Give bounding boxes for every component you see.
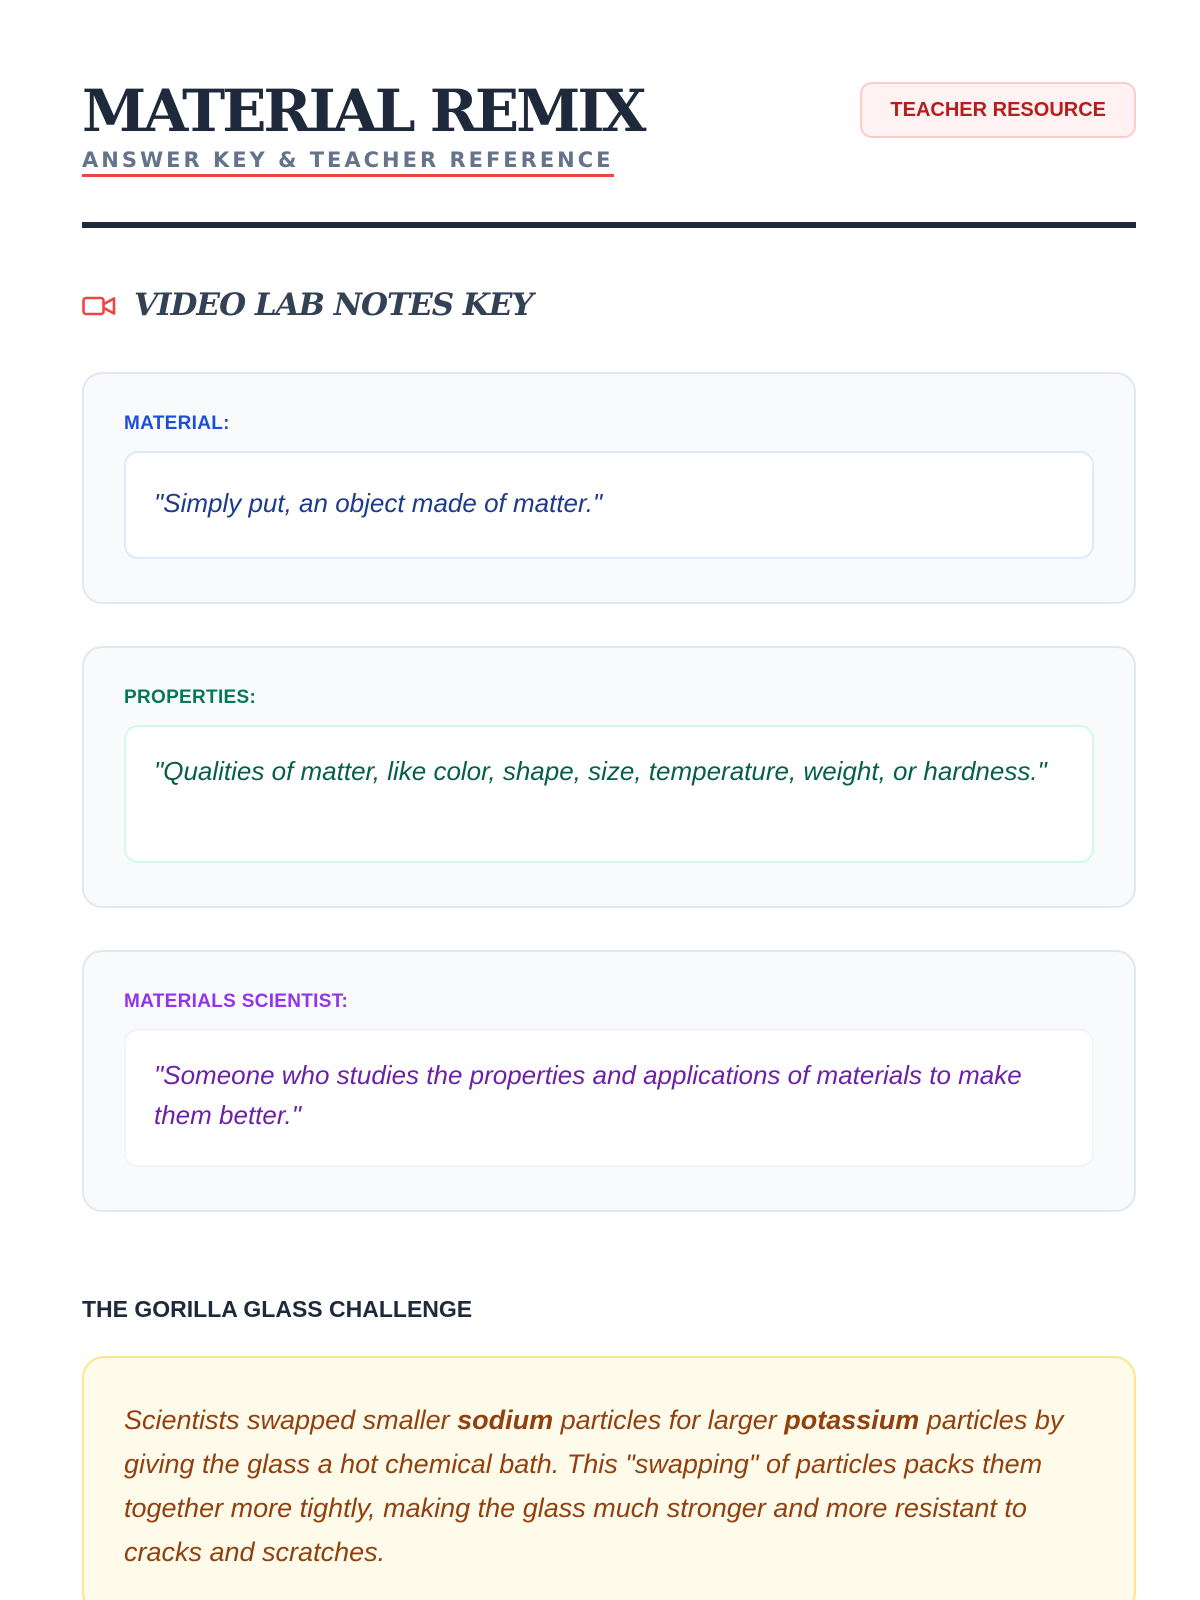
card-answer: "Simply put, an object made of matter." <box>124 451 1094 559</box>
card-answer: "Qualities of matter, like color, shape, size, temperature, weight, or hardness." <box>124 725 1094 863</box>
section-title: VIDEO LAB NOTES KEY <box>134 287 533 323</box>
challenge-text-2: particles for larger <box>553 1405 785 1435</box>
material-card <box>82 372 1136 604</box>
video-camera-icon <box>82 294 116 318</box>
teacher-resource-badge <box>860 82 1136 138</box>
header-divider <box>82 222 1136 228</box>
properties-card <box>82 646 1136 908</box>
card-answer: "Someone who studies the properties and applications of materials to make them better." <box>124 1029 1094 1167</box>
card-label: MATERIALS SCIENTIST: <box>124 991 349 1012</box>
card-label: MATERIAL: <box>124 413 230 434</box>
challenge-keyword-potassium: potassium <box>784 1405 920 1435</box>
page-subtitle: ANSWER KEY & TEACHER REFERENCE <box>82 150 614 177</box>
page-title: MATERIAL REMIX <box>82 77 644 145</box>
challenge-keyword-sodium: sodium <box>457 1405 554 1435</box>
challenge-text-3: particles by giving the glass a hot chemical bath. This "swapping" of particles packs them together more tightly, making the glass much stronger and more resistant to cracks and scratches. <box>124 1405 1064 1567</box>
materials-scientist-card <box>82 950 1136 1212</box>
challenge-text-1: Scientists swapped smaller <box>124 1405 458 1435</box>
card-label: PROPERTIES: <box>124 687 257 708</box>
badge-label: TEACHER RESOURCE <box>890 98 1106 121</box>
answer-key-page <box>82 0 1136 1567</box>
section-heading <box>82 287 533 323</box>
header <box>82 0 1136 230</box>
challenge-title: THE GORILLA GLASS CHALLENGE <box>82 1296 473 1322</box>
challenge-answer <box>82 1356 1136 1600</box>
